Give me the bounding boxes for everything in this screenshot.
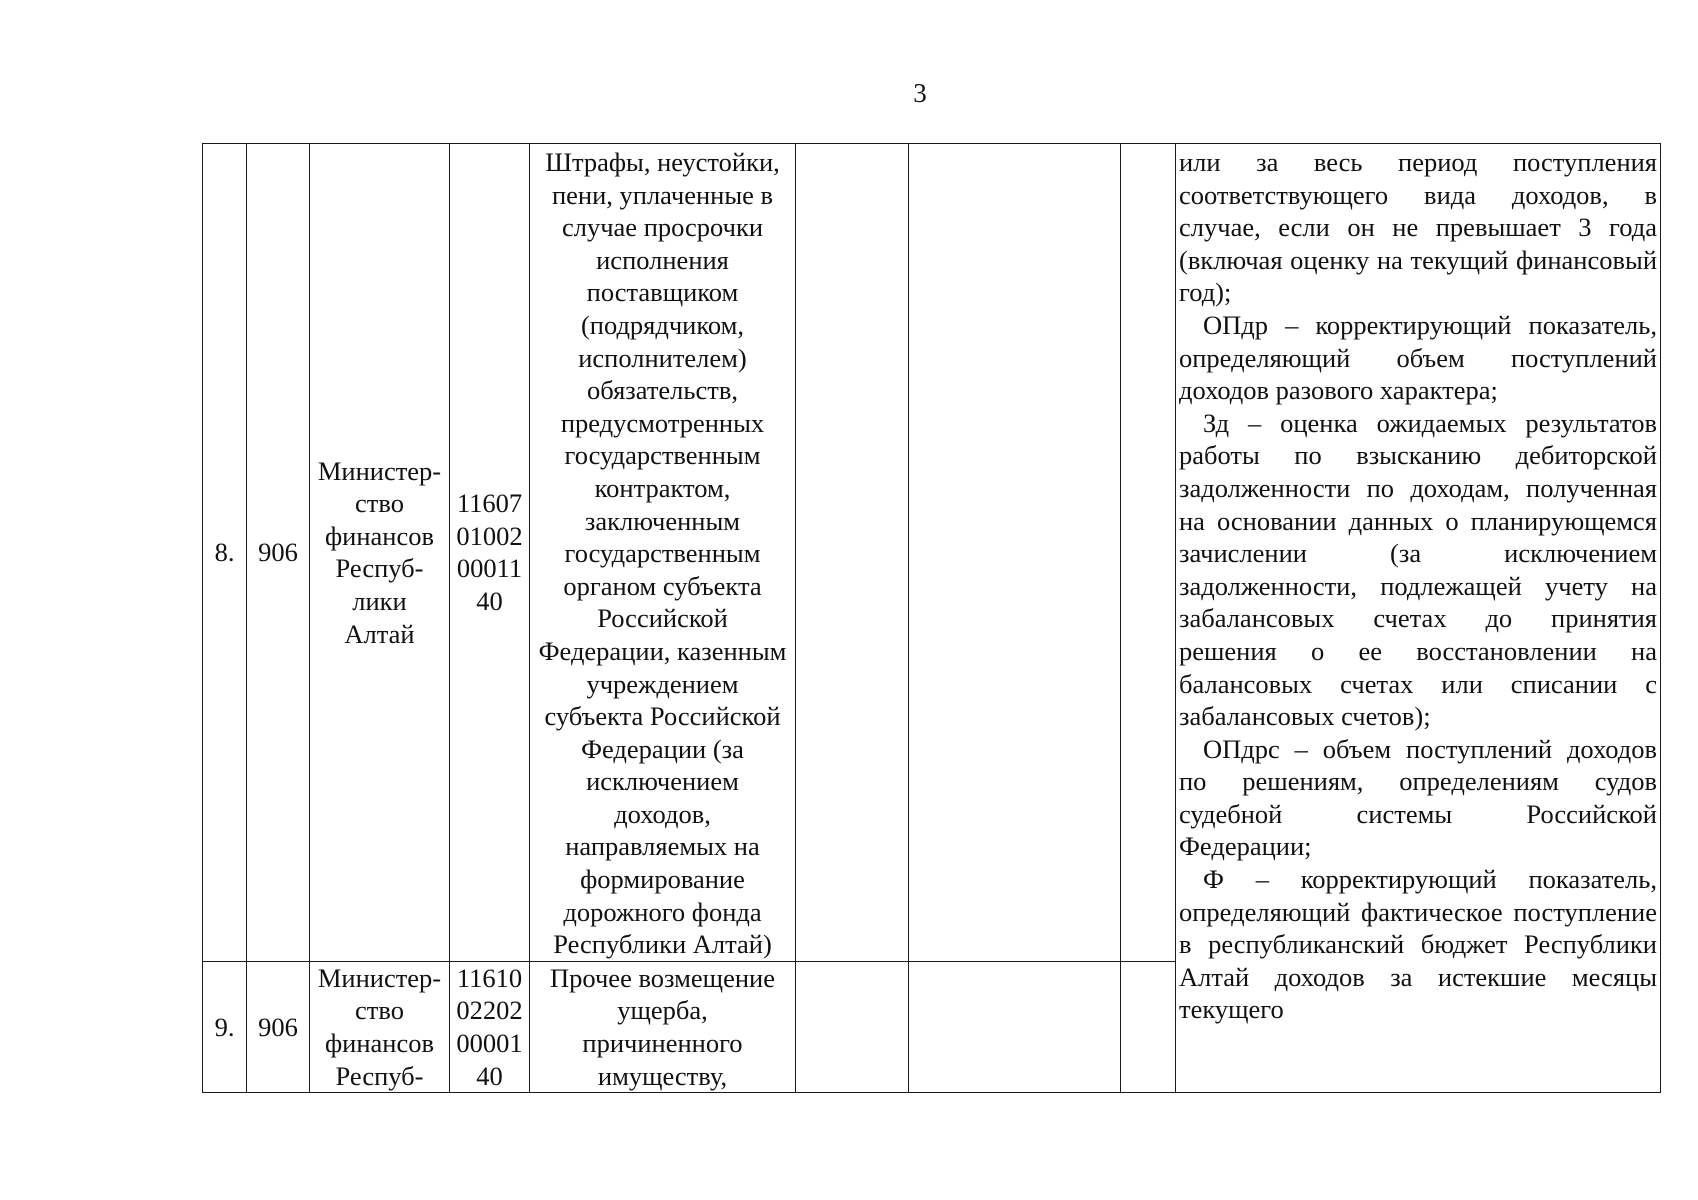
method-paragraph: или за весь период поступления соответствующего вида доходов, в случае, если он не превышает 3 года (включая оценку на текущий финансовый год); [1179, 147, 1657, 308]
admin-name-line: ство [355, 488, 404, 519]
admin-name-line: Респуб- [335, 553, 424, 584]
desc-line: имуществу, [597, 1060, 728, 1091]
desc-line: исключением [586, 766, 739, 797]
admin-name-line: ство [355, 995, 404, 1026]
revenue-description [530, 144, 796, 962]
desc-line: учреждением [586, 668, 739, 699]
desc-line: направляемых на [565, 831, 760, 862]
admin-name-line: Алтай [344, 618, 415, 649]
admin-name-line: Министер- [317, 962, 442, 993]
desc-line: Штрафы, неустойки, [545, 147, 780, 177]
kbk-line: 11607 [456, 488, 523, 519]
desc-line: субъекта Российской [544, 701, 781, 732]
desc-line: (подрядчиком, [580, 309, 745, 340]
row-number: 9. [203, 961, 247, 1092]
method-paragraph: Зд – оценка ожидаемых результатов работы по взысканию дебиторской задолженности по доходам, полученная на основании данных о планирующемся зачислении (за исключением задолженности, подлежащей учету на забалансовых счетах до принятия решения о ее восстановлении на балансовых счетах или списании с забалансовых счетов); [1179, 407, 1657, 732]
empty-cell [909, 144, 1121, 962]
empty-cell [796, 144, 909, 962]
desc-line: обязательств, [587, 375, 738, 406]
method-paragraph: ОПдрс – объем поступлений доходов по решениям, определениям судов судебной системы Российской Федерации; [1179, 733, 1657, 862]
kbk-line: 40 [476, 1060, 503, 1091]
method-paragraph: ОПдр – корректирующий показатель, определяющий объем поступлений доходов разового характера; [1179, 309, 1657, 406]
kbk-code [450, 144, 530, 962]
desc-line: Республики Алтай) [553, 929, 772, 960]
admin-name-line: лики [352, 586, 407, 617]
kbk-line: 01002 [456, 520, 523, 551]
admin-code: 906 [247, 144, 310, 962]
desc-line: ущерба, [617, 995, 708, 1026]
kbk-line: 02202 [456, 995, 523, 1026]
desc-line: поставщиком [586, 277, 739, 308]
method-paragraph: Ф – корректирующий показатель, определяющий фактическое поступление в республиканский бюджет Республики Алтай доходов за истекшие месяцы текущего [1179, 864, 1657, 1025]
table-row-8 [203, 144, 1661, 962]
desc-line: пени, уплаченные в [551, 179, 774, 210]
admin-name-line: финансов [324, 1028, 434, 1059]
admin-name [310, 144, 450, 962]
admin-name [310, 961, 450, 1092]
kbk-line: 00001 [456, 1028, 523, 1059]
desc-line: государственным [564, 538, 761, 569]
kbk-line: 11610 [456, 962, 523, 993]
admin-name-line: Министер- [317, 455, 442, 486]
revenue-description [530, 961, 796, 1092]
desc-line: исполнителем) [578, 342, 747, 373]
desc-line: контрактом, [594, 472, 731, 503]
admin-name-line: Респуб- [335, 1060, 424, 1091]
admin-name-line: финансов [324, 520, 434, 551]
row-number: 8. [203, 144, 247, 962]
empty-cell [909, 961, 1121, 1092]
desc-line: формирование [580, 864, 745, 895]
desc-line: Федерации (за [581, 733, 744, 764]
desc-line: причиненного [582, 1028, 743, 1059]
empty-cell [1121, 961, 1176, 1092]
empty-cell [796, 961, 909, 1092]
page-number: 3 [913, 78, 927, 108]
desc-line: Прочее возмещение [550, 962, 775, 993]
desc-line: дорожного фонда [563, 896, 762, 927]
desc-line: случае просрочки [561, 212, 763, 243]
desc-line: заключенным [584, 505, 741, 536]
desc-line: предусмотренных [560, 407, 765, 438]
kbk-line: 00011 [456, 553, 523, 584]
desc-line: государственным [564, 440, 761, 471]
kbk-line: 40 [476, 586, 503, 617]
admin-code: 906 [247, 961, 310, 1092]
desc-line: исполнения [596, 244, 729, 275]
kbk-code [450, 961, 530, 1092]
desc-line: Федерации, казенным [538, 635, 787, 666]
desc-line: доходов, [614, 798, 711, 829]
empty-cell [1121, 144, 1176, 962]
desc-line: органом субъекта [563, 570, 762, 601]
revenue-table [202, 143, 1661, 1093]
desc-line: Российской [597, 603, 728, 634]
calculation-method [1176, 144, 1661, 1093]
